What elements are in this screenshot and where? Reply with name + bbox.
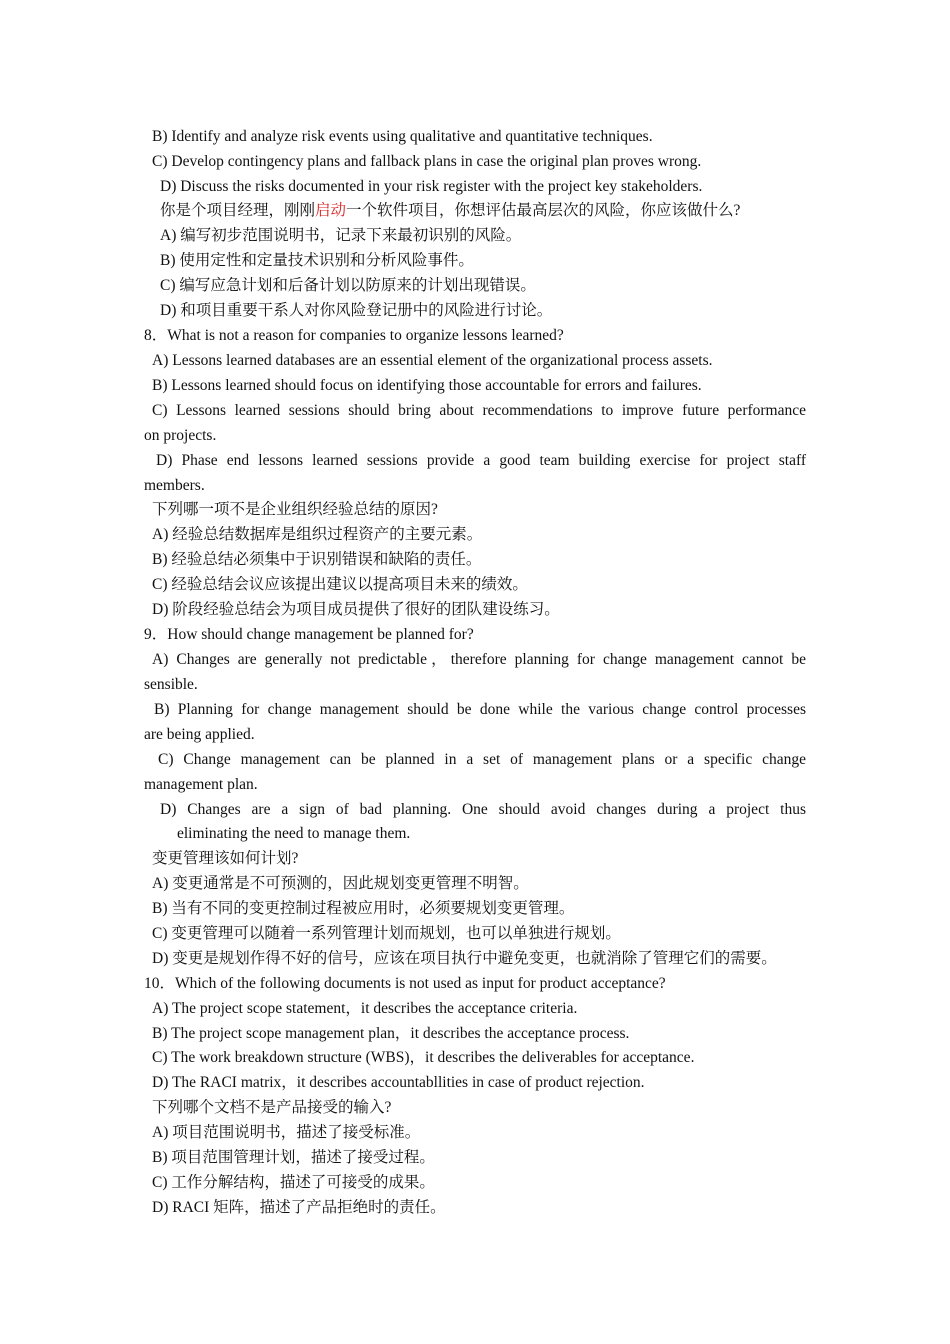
q10-option-b-en: B) The project scope management plan，it describes the acceptance process.: [152, 1025, 630, 1042]
q10-option-a-cn: A) 项目范围说明书，描述了接受标准。: [152, 1124, 421, 1141]
q7-question-cn-part1: 你是个项目经理，刚刚: [160, 202, 316, 219]
q7-question-cn: [160, 198, 740, 223]
q7-option-c-cn: C) 编写应急计划和后备计划以防原来的计划出现错误。: [160, 277, 536, 294]
q7-option-d-en: D) Discuss the risks documented in your risk register with the project key stakeholders.: [160, 178, 703, 195]
q8-option-d-en-line1: D) Phase end lessons learned sessions provide a good team building exercise for project staff: [156, 452, 806, 469]
q8-option-c-en-line2: on projects.: [144, 427, 217, 444]
q7-option-b-cn: B) 使用定性和定量技术识别和分析风险事件。: [160, 252, 474, 269]
q10-question: 10．Which of the following documents is not used as input for product acceptance?: [144, 975, 666, 992]
q10-option-a-en: A) The project scope statement，it describes the acceptance criteria.: [152, 1000, 578, 1017]
q9-option-a-cn: A) 变更通常是不可预测的，因此规划变更管理不明智。: [152, 875, 529, 892]
q10-question-cn: 下列哪个文档不是产品接受的输入?: [152, 1099, 392, 1116]
q9-option-d-cn: D) 变更是规划作得不好的信号，应该在项目执行中避免变更，也就消除了管理它们的需要。: [152, 950, 777, 967]
q7-question-cn-part2: 一个软件项目，你想评估最高层次的风险，你应该做什么?: [346, 202, 741, 219]
q8-question: 8．What is not a reason for companies to organize lessons learned?: [144, 327, 564, 344]
q9-question: 9．How should change management be planned for?: [144, 626, 474, 643]
q8-option-c-cn: C) 经验总结会议应该提出建议以提高项目未来的绩效。: [152, 576, 528, 593]
q9-option-b-en-line2: are being applied.: [144, 726, 255, 743]
q8-option-a-en: A) Lessons learned databases are an essential element of the organizational process assets.: [152, 352, 713, 369]
q10-option-d-cn: D) RACI 矩阵，描述了产品拒绝时的责任。: [152, 1199, 446, 1216]
q7-option-b-en: B) Identify and analyze risk events using qualitative and quantitative techniques.: [152, 128, 653, 145]
q9-option-a-en-line2: sensible.: [144, 676, 198, 693]
q8-option-a-cn: A) 经验总结数据库是组织过程资产的主要元素。: [152, 526, 483, 543]
q8-option-b-cn: B) 经验总结必须集中于识别错误和缺陷的责任。: [152, 551, 482, 568]
q9-option-c-en-line1: C) Change management can be planned in a set of management plans or a specific change: [158, 751, 806, 768]
q9-option-c-en-line2: management plan.: [144, 776, 258, 793]
q7-option-c-en: C) Develop contingency plans and fallback plans in case the original plan proves wrong.: [152, 153, 702, 170]
q10-option-c-en: C) The work breakdown structure (WBS)，it describes the deliverables for acceptance.: [152, 1049, 695, 1066]
q9-option-d-en-line2: eliminating the need to manage them.: [177, 825, 411, 842]
q9-question-cn: 变更管理该如何计划?: [152, 850, 299, 867]
q8-option-b-en: B) Lessons learned should focus on identifying those accountable for errors and failures.: [152, 377, 702, 394]
q8-question-cn: 下列哪一项不是企业组织经验总结的原因?: [152, 501, 438, 518]
q9-option-a-en-line1: A) Changes are generally not predictable，therefore planning for change management cannot be: [152, 651, 806, 668]
q10-option-d-en: D) The RACI matrix，it describes accountabllities in case of product rejection.: [152, 1074, 645, 1091]
q9-option-d-en-line1: D) Changes are a sign of bad planning. One should avoid changes during a project thus: [160, 801, 806, 818]
q7-question-cn-highlight: 启动: [315, 202, 347, 219]
q9-option-c-cn: C) 变更管理可以随着一系列管理计划而规划，也可以单独进行规划。: [152, 925, 621, 942]
q10-option-b-cn: B) 项目范围管理计划，描述了接受过程。: [152, 1149, 435, 1166]
q7-option-d-cn: D) 和项目重要干系人对你风险登记册中的风险进行讨论。: [160, 302, 553, 319]
q8-option-d-en-line2: members.: [144, 477, 205, 494]
q8-option-d-cn: D) 阶段经验总结会为项目成员提供了很好的团队建设练习。: [152, 601, 560, 618]
q9-option-b-cn: B) 当有不同的变更控制过程被应用时，必须要规划变更管理。: [152, 900, 575, 917]
q9-option-b-en-line1: B) Planning for change management should be done while the various change control processes: [154, 701, 806, 718]
q7-option-a-cn: A) 编写初步范围说明书，记录下来最初识别的风险。: [160, 227, 522, 244]
q8-option-c-en-line1: C) Lessons learned sessions should bring about recommendations to improve future performance: [152, 402, 806, 419]
q10-option-c-cn: C) 工作分解结构，描述了可接受的成果。: [152, 1174, 435, 1191]
